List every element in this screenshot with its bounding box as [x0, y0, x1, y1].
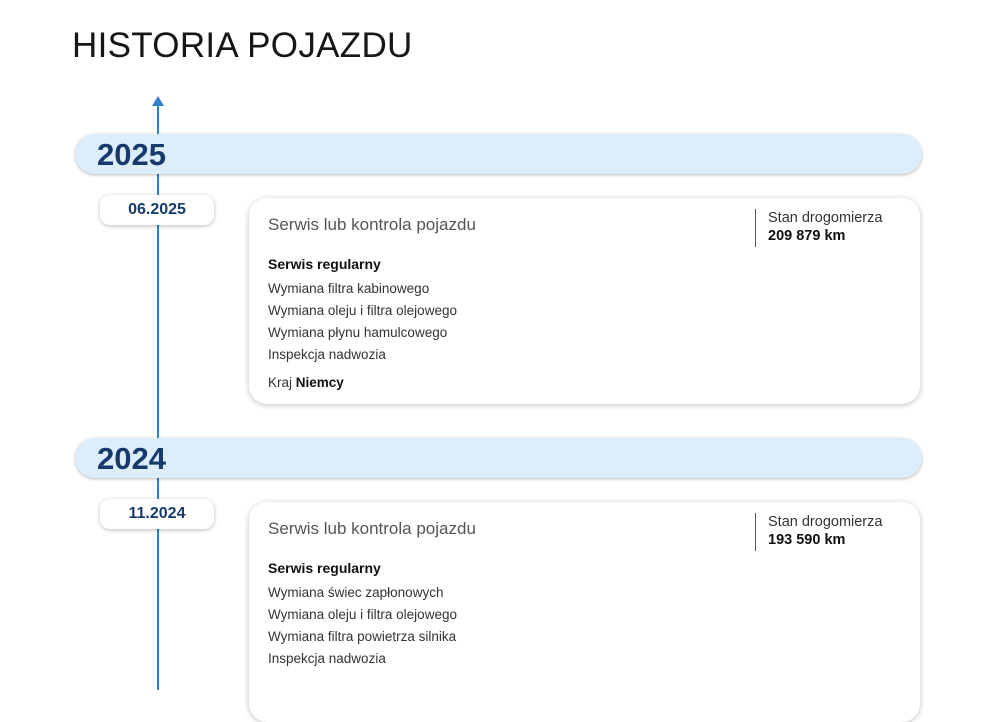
year-label: 2024: [97, 441, 166, 476]
service-type: Serwis regularny: [268, 560, 381, 576]
odometer-value: 193 590 km: [768, 532, 846, 548]
list-item: Wymiana płynu hamulcowego: [268, 325, 448, 340]
card-title: Serwis lub kontrola pojazdu: [268, 215, 476, 234]
task-list: [268, 278, 457, 366]
date-pill: 11.2024: [100, 499, 214, 529]
year-label: 2025: [97, 137, 166, 172]
service-card[interactable]: [249, 198, 920, 404]
odometer-label: Stan drogomierza: [768, 210, 883, 226]
date-pill: 06.2025: [100, 195, 214, 225]
service-type: Serwis regularny: [268, 256, 381, 272]
year-bar-2025: [75, 134, 922, 174]
list-item: Wymiana świec zapłonowych: [268, 585, 444, 600]
country-label: Kraj: [268, 375, 293, 390]
country-value: Niemcy: [295, 375, 344, 390]
odometer: [755, 513, 882, 551]
card-title: Serwis lub kontrola pojazdu: [268, 519, 476, 538]
list-item: Wymiana filtra kabinowego: [268, 281, 430, 296]
page-title: HISTORIA POJAZDU: [72, 26, 413, 65]
list-item: Inspekcja nadwozia: [268, 347, 386, 362]
list-item: Wymiana oleju i filtra olejowego: [268, 303, 457, 318]
odometer-value: 209 879 km: [768, 228, 846, 244]
list-item: Wymiana filtra powietrza silnika: [268, 629, 457, 644]
service-card[interactable]: [249, 502, 920, 722]
task-list: [268, 582, 457, 670]
odometer: [755, 209, 882, 247]
timeline-line: [157, 104, 159, 690]
country: [268, 375, 344, 390]
odometer-label: Stan drogomierza: [768, 514, 883, 530]
list-item: Wymiana oleju i filtra olejowego: [268, 607, 457, 622]
list-item: Inspekcja nadwozia: [268, 651, 386, 666]
year-bar-2024: [75, 438, 922, 478]
